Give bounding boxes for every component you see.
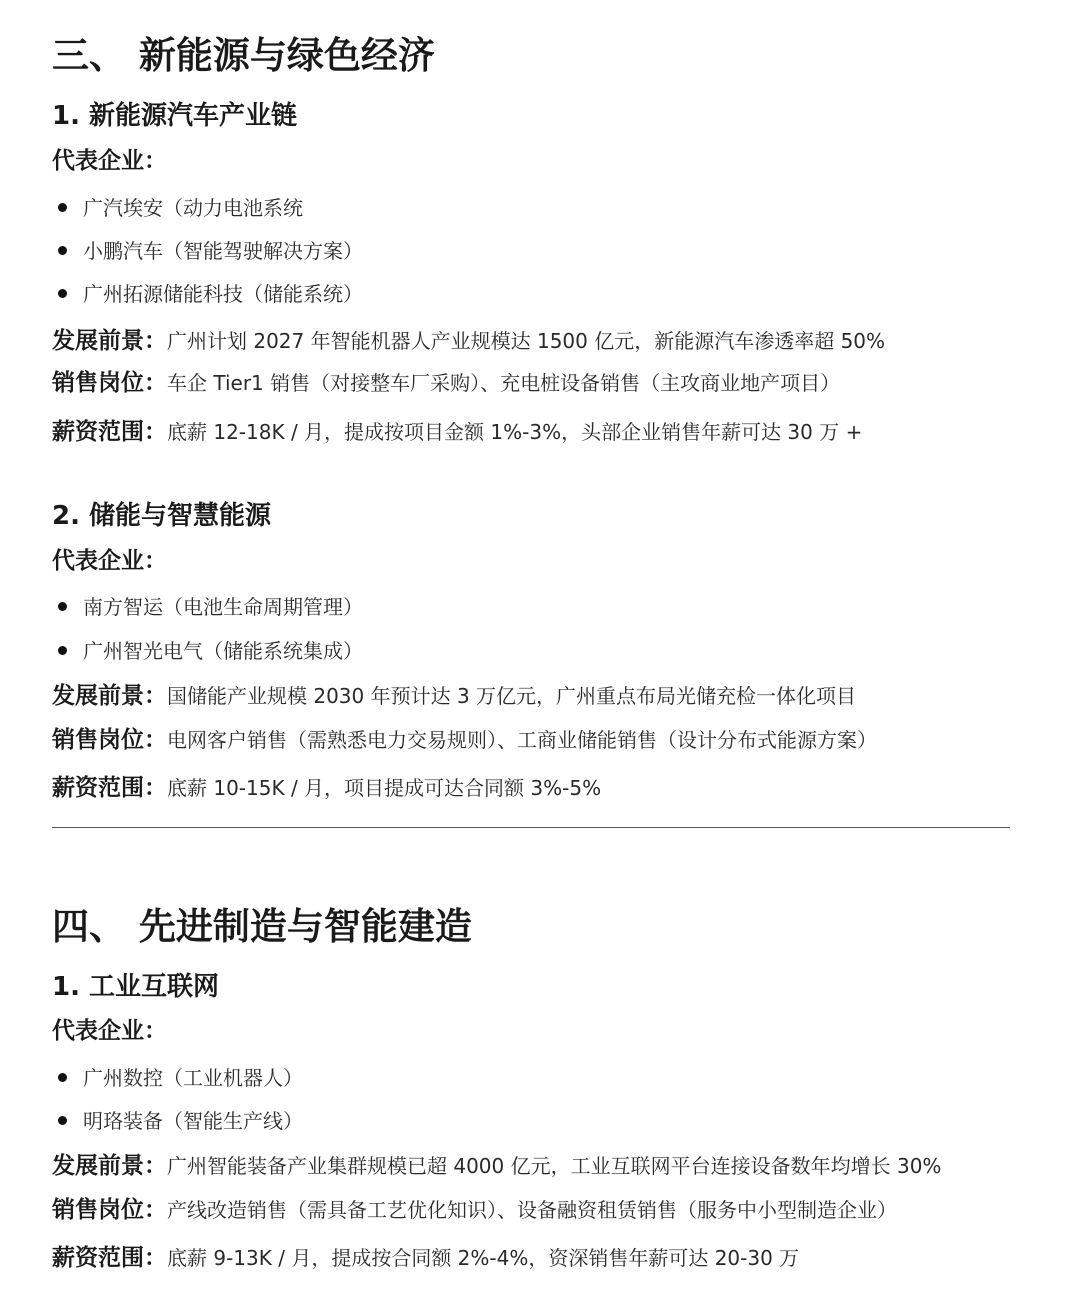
- bullet-icon: [58, 602, 67, 611]
- list-item: [52, 193, 303, 223]
- prospect-key: 发展前景：: [52, 683, 167, 709]
- bullet-icon: [58, 646, 67, 655]
- prospect-line: [52, 1150, 941, 1184]
- bullet-icon: [58, 246, 67, 255]
- section-title: 三、 新能源与绿色经济: [52, 34, 435, 77]
- list-item: [52, 1106, 303, 1136]
- positions-key: 销售岗位：: [52, 1197, 167, 1223]
- subsection-title: 1. 工业互联网: [52, 972, 220, 1002]
- salary-key: 薪资范围：: [52, 419, 167, 445]
- subsection-title: 2. 储能与智慧能源: [52, 501, 272, 531]
- positions-value: 车企 Tier1 销售（对接整车厂采购）、充电桩设备销售（主攻商业地产项目）: [167, 371, 841, 395]
- list-item: [52, 236, 363, 266]
- company-name: 广州拓源储能科技（储能系统）: [83, 282, 363, 306]
- positions-key: 销售岗位：: [52, 370, 167, 396]
- salary-value: 底薪 12-18K / 月，提成按项目金额 1%-3%，头部企业销售年薪可达 30 万 +: [167, 420, 863, 444]
- list-item: [52, 279, 363, 309]
- companies-label: 代表企业：: [52, 548, 167, 574]
- salary-key: 薪资范围：: [52, 775, 167, 801]
- salary-line: [52, 1242, 799, 1276]
- prospect-key: 发展前景：: [52, 1153, 167, 1179]
- horizontal-divider: [52, 827, 1010, 828]
- company-name: 广汽埃安（动力电池系统: [83, 196, 303, 220]
- bullet-icon: [58, 1073, 67, 1082]
- bullet-icon: [58, 289, 67, 298]
- company-name: 小鹏汽车（智能驾驶解决方案）: [83, 239, 363, 263]
- positions-value: 电网客户销售（需熟悉电力交易规则）、工商业储能销售（设计分布式能源方案）: [167, 728, 877, 752]
- companies-label: 代表企业：: [52, 1018, 167, 1044]
- prospect-value: 广州计划 2027 年智能机器人产业规模达 1500 亿元，新能源汽车渗透率超 50%: [167, 329, 886, 353]
- list-item: [52, 636, 363, 666]
- positions-line: [52, 367, 840, 401]
- prospect-value: 广州智能装备产业集群规模已超 4000 亿元，工业互联网平台连接设备数年均增长 30%: [167, 1154, 942, 1178]
- bullet-icon: [58, 1116, 67, 1125]
- positions-line: [52, 724, 877, 758]
- prospect-line: [52, 680, 856, 714]
- company-name: 广州数控（工业机器人）: [83, 1066, 303, 1090]
- company-name: 南方智运（电池生命周期管理）: [83, 595, 363, 619]
- salary-key: 薪资范围：: [52, 1245, 167, 1271]
- salary-value: 底薪 10-15K / 月，项目提成可达合同额 3%-5%: [167, 776, 602, 800]
- list-item: [52, 592, 363, 622]
- bullet-icon: [58, 203, 67, 212]
- company-name: 明珞装备（智能生产线）: [83, 1109, 303, 1133]
- salary-value: 底薪 9-13K / 月，提成按合同额 2%-4%，资深销售年薪可达 20-30 万: [167, 1246, 800, 1270]
- positions-key: 销售岗位：: [52, 727, 167, 753]
- section-title: 四、 先进制造与智能建造: [52, 905, 472, 948]
- salary-line: [52, 416, 862, 450]
- subsection-title: 1. 新能源汽车产业链: [52, 101, 298, 131]
- list-item: [52, 1063, 303, 1093]
- prospect-line: [52, 325, 885, 359]
- positions-value: 产线改造销售（需具备工艺优化知识）、设备融资租赁销售（服务中小型制造企业）: [167, 1198, 897, 1222]
- salary-line: [52, 772, 601, 806]
- companies-label: 代表企业：: [52, 148, 167, 174]
- positions-line: [52, 1194, 897, 1228]
- prospect-value: 国储能产业规模 2030 年预计达 3 万亿元，广州重点布局光储充检一体化项目: [167, 684, 857, 708]
- company-name: 广州智光电气（储能系统集成）: [83, 639, 363, 663]
- prospect-key: 发展前景：: [52, 328, 167, 354]
